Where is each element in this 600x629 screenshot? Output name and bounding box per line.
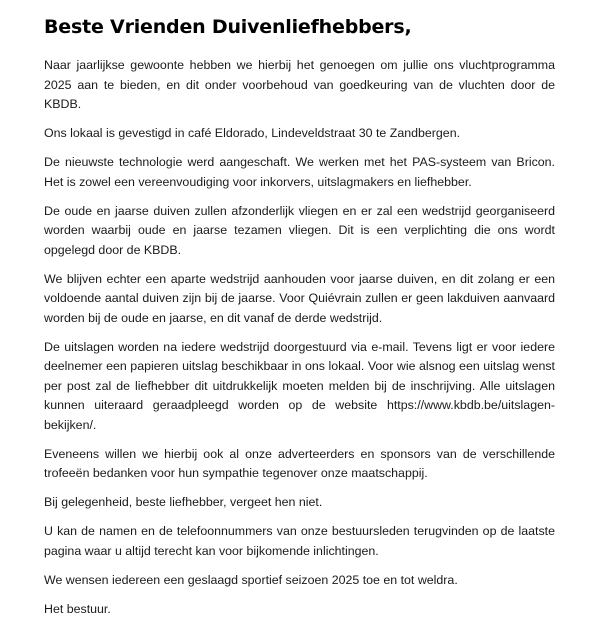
- paragraph-reminder: Bij gelegenheid, beste liefhebber, vergeet hen niet.: [44, 495, 323, 509]
- paragraph-location: Ons lokaal is gevestigd in café Eldorado, Lindeveldstraat 30 te Zandbergen.: [44, 126, 461, 140]
- paragraph-old-young-pigeons: De oude en jaarse duiven zullen afzonderlijk vliegen en er zal een wedstrijd georganiseerd worden waarbij oude en jaarse tezamen vliegen. Dit is een verplichting die ons wordt opgelegd door de KBDB.: [44, 203, 555, 257]
- paragraph-wishes: We wensen iedereen een geslaagd sportief seizoen 2025 toe en tot weldra.: [44, 572, 458, 587]
- document-page: [44, 16, 555, 629]
- paragraph-contacts: U kan de namen en de telefoonnummers van onze bestuursleden terugvinden op de laatste pagina waar u altijd terecht kan voor bijkomende inlichtingen.: [44, 524, 555, 558]
- paragraph-sponsors: Eveneens willen we hierbij ook al onze adverteerders en sponsors van de verschillende trofeeën bedanken voor hun sympathie tegenover onze maatschappij.: [44, 446, 555, 480]
- signature: Het bestuur.: [44, 601, 111, 616]
- letter-salutation: Beste Vrienden Duivenliefhebbers,: [44, 16, 412, 38]
- paragraph-separate-race: We blijven echter een aparte wedstrijd aanhouden voor jaarse duiven, en dit zolang er een voldoende aantal duiven zijn bij de jaarse. Voor Quiévrain zullen er geen lakduiven aanvaard worden bij de oude en jaarse, en dit vanaf de derde wedstrijd.: [44, 271, 555, 325]
- paragraph-introduction: Naar jaarlijkse gewoonte hebben we hierbij het genoegen om jullie ons vluchtprogramma 2025 aan te bieden, en dit onder voorbehoud van goedkeuring van de vluchten door de KBDB.: [44, 58, 555, 111]
- paragraph-technology: De nieuwste technologie werd aangeschaft. We werken met het PAS-systeem van Bricon. Het is zowel een vereenvoudiging voor inkorvers, uitslagmakers en liefhebber.: [44, 155, 555, 189]
- paragraph-results: De uitslagen worden na iedere wedstrijd doorgestuurd via e-mail. Tevens ligt er voor iedere deelnemer een papieren uitslag beschikbaar in ons lokaal. Voor wie alsnog een uitslag wenst per post zal de liefhebber dit uitdrukkelijk moeten melden bij de inschrijving. Alle uitslagen kunnen uiteraard geraadpleegd worden op de website https://www.kbdb.be/uitslagen-bekijken/.: [44, 339, 555, 432]
